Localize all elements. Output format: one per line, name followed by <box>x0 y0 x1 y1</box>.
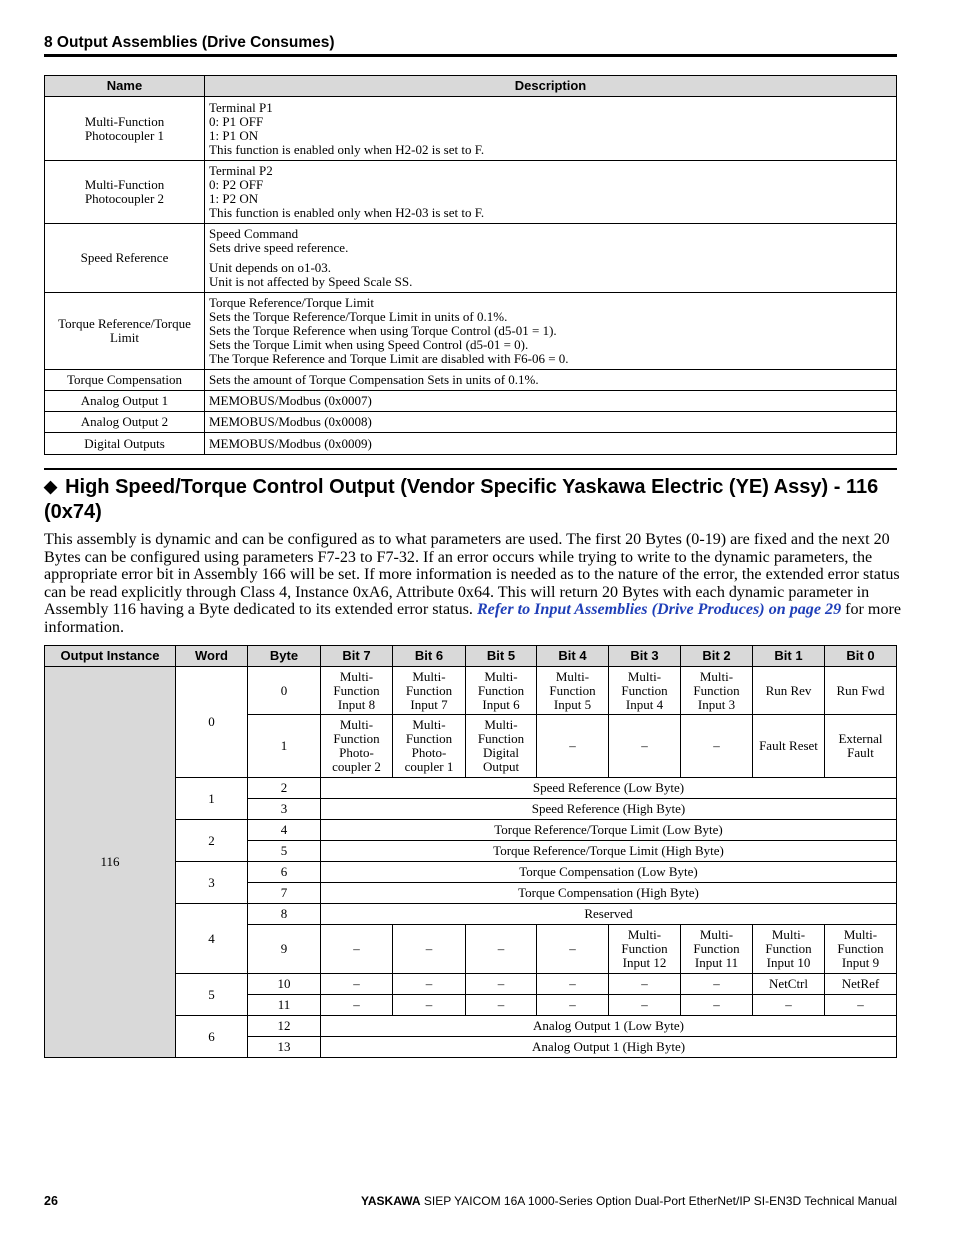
desc-line: 1: P1 ON <box>209 127 259 143</box>
section-rule <box>44 54 897 57</box>
bit-cell: Run Rev <box>753 667 825 715</box>
row-description <box>205 293 897 370</box>
table-row <box>45 224 897 293</box>
row-name: Analog Output 1 <box>45 391 205 412</box>
bit-cell: NetRef <box>825 974 897 995</box>
desc-line: 0: P1 OFF <box>209 113 264 129</box>
bit-cell: – <box>537 995 609 1016</box>
table-row <box>45 161 897 224</box>
row-description <box>205 97 897 161</box>
row-name: Multi-Function Photocoupler 1 <box>45 97 205 161</box>
footer-manual-title <box>361 1194 897 1208</box>
table-row <box>45 97 897 161</box>
bit-cell: External Fault <box>825 715 897 778</box>
byte-cell: 0 <box>248 667 321 715</box>
table-row <box>45 293 897 370</box>
word-cell: 1 <box>176 778 248 820</box>
table-row <box>45 412 897 433</box>
header-bit-0: Bit 0 <box>825 646 897 667</box>
bit-cell: – <box>466 925 537 974</box>
bit-cell: Multi-Function Input 3 <box>681 667 753 715</box>
paragraph-tail: for more information. <box>44 601 902 636</box>
bit-cell: Multi-Function Input 11 <box>681 925 753 974</box>
byte-cell: 7 <box>248 883 321 904</box>
word-cell: 4 <box>176 904 248 974</box>
bit-cell: Multi-Function Input 6 <box>466 667 537 715</box>
bit-cell: Multi-Function Input 10 <box>753 925 825 974</box>
row-name: Multi-Function Photocoupler 2 <box>45 161 205 224</box>
heading-text: High Speed/Torque Control Output (Vendor Specific Yaskawa Electric (YE) Assy) - 116 (0x74) <box>44 476 879 523</box>
bit-cell: – <box>609 715 681 778</box>
output-instance-cell: 116 <box>45 667 176 1058</box>
byte-cell: 6 <box>248 862 321 883</box>
byte-cell: 2 <box>248 778 321 799</box>
output-assembly-description-table <box>44 75 897 455</box>
footer-brand: YASKAWA <box>360 1194 421 1208</box>
bit-cell: Multi-Function Input 7 <box>393 667 466 715</box>
header-byte: Byte <box>248 646 321 667</box>
row-description <box>205 161 897 224</box>
paragraph-text: This assembly is dynamic and can be configured as to what parameters are used. The first 20 Bytes (0-19) are fixed and the next 20 Bytes can be configured using parameters F7-23 to F7-32. If an error occurs while trying to write to the dynamic parameters, the appropriate error bit in Assembly 166 will be set. If more information is needed as to the nature of the error, the extended error status can be read explicitly through Class 4, Instance 0xA6, Attribute 0x64. This will return 20 Bytes with each dynamic parameter in Assembly 116 having a Byte dedicated to its extended error status. <box>44 531 900 618</box>
byte-cell: 12 <box>248 1016 321 1037</box>
word-cell: 2 <box>176 820 248 862</box>
body-paragraph <box>44 531 904 636</box>
row-description <box>205 224 897 293</box>
desc-line: The Torque Reference and Torque Limit are disabled with F6-06 = 0. <box>209 351 569 366</box>
bit-cell: – <box>609 974 681 995</box>
byte-cell: 8 <box>248 904 321 925</box>
span-cell: Speed Reference (High Byte) <box>321 799 897 820</box>
header-bit-4: Bit 4 <box>537 646 609 667</box>
span-cell: Reserved <box>321 904 897 925</box>
byte-cell: 3 <box>248 799 321 820</box>
row-name: Speed Reference <box>45 224 205 293</box>
row-description: MEMOBUS/Modbus (0x0007) <box>205 391 897 412</box>
span-cell: Torque Reference/Torque Limit (Low Byte) <box>321 820 897 841</box>
bit-cell: Multi-Function Input 9 <box>825 925 897 974</box>
header-bit-5: Bit 5 <box>466 646 537 667</box>
bit-cell: – <box>681 995 753 1016</box>
bit-cell: – <box>393 925 466 974</box>
section-header: 8 Output Assemblies (Drive Consumes) <box>44 34 335 51</box>
bit-cell: – <box>466 974 537 995</box>
byte-cell: 11 <box>248 995 321 1016</box>
row-name: Digital Outputs <box>45 433 205 455</box>
desc-line: Sets the Torque Reference when using Torque Control (d5-01 = 1). <box>209 323 557 338</box>
bit-cell: Multi-Function Photo-coupler 1 <box>393 715 466 778</box>
bit-cell: – <box>681 974 753 995</box>
page-number: 26 <box>44 1194 58 1208</box>
header-bit-1: Bit 1 <box>753 646 825 667</box>
desc-line: Sets drive speed reference. <box>209 240 349 255</box>
header-bit-2: Bit 2 <box>681 646 753 667</box>
bit-cell: – <box>321 925 393 974</box>
word-cell: 0 <box>176 667 248 778</box>
diamond-bullet-icon: ◆ <box>44 477 58 496</box>
row-name: Torque Reference/Torque Limit <box>45 293 205 370</box>
assembly-116-bit-table <box>44 645 897 1058</box>
desc-line: This function is enabled only when H2-03 is set to F. <box>209 205 485 220</box>
desc-line: Speed Command <box>209 226 299 241</box>
bit-cell: – <box>537 974 609 995</box>
bit-cell: – <box>393 995 466 1016</box>
row-name: Torque Compensation <box>45 370 205 391</box>
bit-cell: – <box>753 995 825 1016</box>
header-word: Word <box>176 646 248 667</box>
header-bit-7: Bit 7 <box>321 646 393 667</box>
bit-cell: – <box>825 995 897 1016</box>
row-description: Sets the amount of Torque Compensation Sets in units of 0.1%. <box>205 370 897 391</box>
byte-cell: 5 <box>248 841 321 862</box>
span-cell: Speed Reference (Low Byte) <box>321 778 897 799</box>
heading-rule <box>44 468 897 470</box>
desc-line: 0: P2 OFF <box>209 177 264 192</box>
bit-cell: Multi-Function Input 8 <box>321 667 393 715</box>
desc-line: Unit is not affected by Speed Scale SS. <box>209 274 413 289</box>
header-output-instance: Output Instance <box>45 646 176 667</box>
desc-line: Unit depends on o1-03. <box>209 260 332 275</box>
input-assemblies-link[interactable]: Refer to Input Assemblies (Drive Produces) on page 29 <box>476 601 842 618</box>
bit-cell: – <box>609 995 681 1016</box>
header-bit-3: Bit 3 <box>609 646 681 667</box>
row-description: MEMOBUS/Modbus (0x0009) <box>205 433 897 455</box>
bit-cell: Multi-Function Digital Output <box>466 715 537 778</box>
desc-line: Terminal P2 <box>209 163 273 178</box>
desc-line: Sets the Torque Limit when using Speed Control (d5-01 = 0). <box>209 337 529 352</box>
byte-cell: 1 <box>248 715 321 778</box>
bit-cell: Multi-Function Input 12 <box>609 925 681 974</box>
desc-line: Sets the Torque Reference/Torque Limit in units of 0.1%. <box>209 309 508 324</box>
span-cell: Torque Reference/Torque Limit (High Byte) <box>321 841 897 862</box>
bit-cell: – <box>393 974 466 995</box>
table-row <box>45 433 897 455</box>
bit-cell: Fault Reset <box>753 715 825 778</box>
table-row <box>45 667 897 715</box>
byte-cell: 10 <box>248 974 321 995</box>
footer-manual: SIEP YAICOM 16A 1000-Series Option Dual-Port EtherNet/IP SI-EN3D Technical Manual <box>420 1194 897 1208</box>
section-heading <box>44 474 904 525</box>
span-cell: Analog Output 1 (Low Byte) <box>321 1016 897 1037</box>
desc-line: Terminal P1 <box>209 99 273 115</box>
span-cell: Torque Compensation (Low Byte) <box>321 862 897 883</box>
bit-cell: Multi-Function Photo-coupler 2 <box>321 715 393 778</box>
bit-cell: – <box>681 715 753 778</box>
span-cell: Torque Compensation (High Byte) <box>321 883 897 904</box>
bit-cell: – <box>537 925 609 974</box>
bit-cell: NetCtrl <box>753 974 825 995</box>
table1-header-name: Name <box>45 76 205 97</box>
row-description: MEMOBUS/Modbus (0x0008) <box>205 412 897 433</box>
desc-line: 1: P2 ON <box>209 191 259 206</box>
word-cell: 5 <box>176 974 248 1016</box>
table2-header-row <box>45 646 897 667</box>
bit-cell: – <box>537 715 609 778</box>
row-name: Analog Output 2 <box>45 412 205 433</box>
word-cell: 3 <box>176 862 248 904</box>
span-cell: Analog Output 1 (High Byte) <box>321 1037 897 1058</box>
byte-cell: 13 <box>248 1037 321 1058</box>
desc-line: This function is enabled only when H2-02 is set to F. <box>209 141 485 157</box>
bit-cell: – <box>321 995 393 1016</box>
bit-cell: Run Fwd <box>825 667 897 715</box>
desc-line: Torque Reference/Torque Limit <box>209 295 374 310</box>
byte-cell: 4 <box>248 820 321 841</box>
bit-cell: Multi-Function Input 5 <box>537 667 609 715</box>
table1-header-row <box>45 76 897 97</box>
byte-cell: 9 <box>248 925 321 974</box>
table-row <box>45 391 897 412</box>
header-bit-6: Bit 6 <box>393 646 466 667</box>
bit-cell: Multi-Function Input 4 <box>609 667 681 715</box>
table1-header-description: Description <box>205 76 897 97</box>
word-cell: 6 <box>176 1016 248 1058</box>
bit-cell: – <box>321 974 393 995</box>
bit-cell: – <box>466 995 537 1016</box>
table-row <box>45 370 897 391</box>
